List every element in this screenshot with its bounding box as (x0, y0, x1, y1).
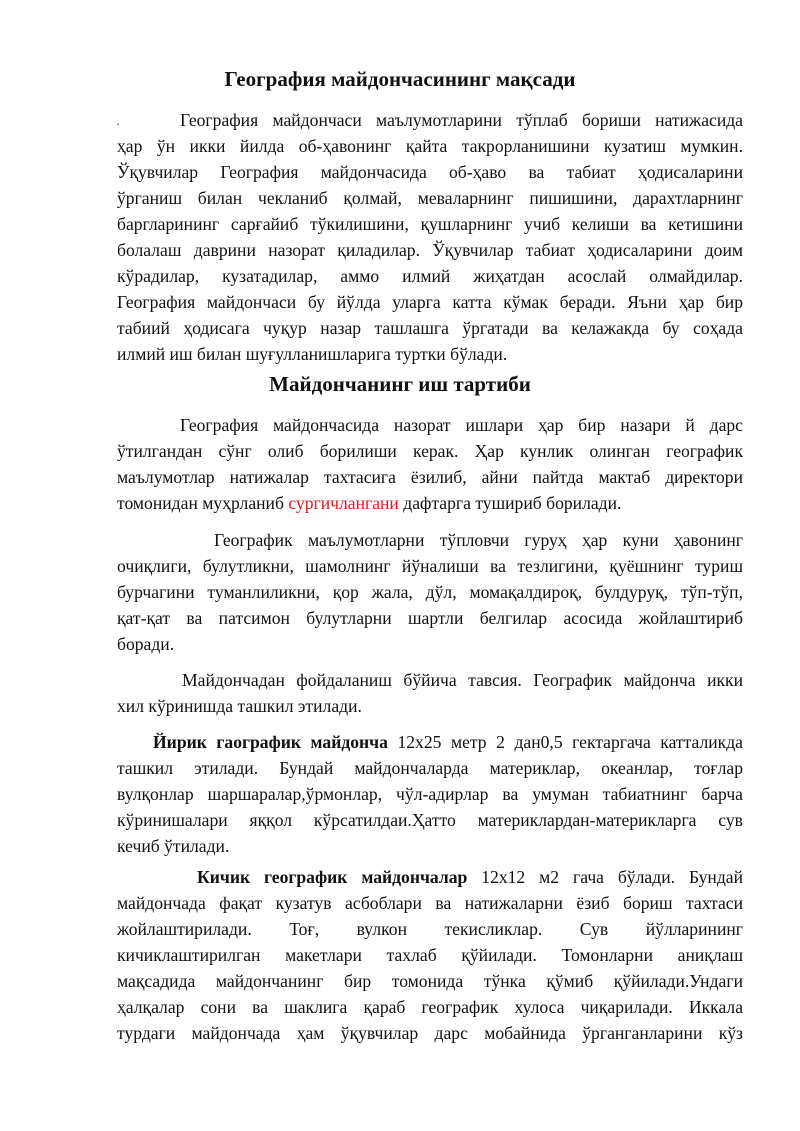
para1-line: Ўқувчилар География майдончасида об-ҳаво ва табиат ҳодисаларини (117, 162, 743, 182)
para6-line: мақсадида майдончанинг бир томонида тўнка қўмиб қўйилади.Ундаги (117, 971, 743, 991)
heading-work-order: Майдончанинг иш тартиби (269, 372, 531, 396)
para3-line: бурчагини туманлиликни, қор жала, дўл, момақалдироқ, булдуруқ, тўп-тўп, (117, 582, 743, 602)
para6-text: 12х12 м2 гача бўлади. Бундай (467, 867, 743, 887)
para1-line: ўрганиш билан чекланиб қолмай, меваларнинг пишишини, дарахтларнинг (117, 188, 743, 208)
para6-line (197, 865, 743, 889)
para4-line: Майдончадан фойдаланиш бўйича тавсия. Географик майдонча икки (182, 670, 743, 690)
para2-line: ўтилгандан сўнг олиб борилиши керак. Ҳар кунлик олинган географик (117, 441, 743, 461)
para1-line: баргларининг сарғайиб тўкилишини, қушларнинг учиб келиши ва кетишини (117, 214, 743, 234)
small-site-term: Кичик географик майдончалар (197, 867, 468, 887)
para1-line: География майдончаси бу йўлда уларга катта кўмак беради. Яъни ҳар бир (117, 292, 743, 312)
para1-line: болалаш даврини назорат қиладилар. Ўқувчилар табиат ҳодисаларини доим (117, 240, 743, 260)
para1-line: илмий иш билан шуғулланишларига туртки бўлади. (117, 344, 508, 364)
para5-line: кечиб ўтилади. (117, 836, 230, 856)
highlighted-word: сургичлангани (288, 493, 399, 513)
para3-line: очиқлиги, булутликни, шамолнинг йўналиши ва тезлигини, қуёшнинг туриш (117, 556, 743, 576)
para2-text: томонидан муҳрланиб (117, 493, 289, 513)
para3-line: боради. (117, 634, 175, 654)
para5-line: ташкил этилади. Бундай майдончаларда материклар, океанлар, тоғлар (117, 758, 743, 778)
para1-line: кўрадилар, кузатадилар, аммо илмий жиҳатдан асослай олмайдилар. (117, 266, 743, 286)
para6-line: ҳалқалар сони ва шаклига қараб географик хулоса чиқарилади. Иккала (117, 997, 743, 1017)
para6-line: кичиклаштирилган макетлари тахлаб қўйилади. Томонларни аниқлаш (117, 945, 743, 965)
para2-line: География майдончасида назорат ишлари ҳар бир назари й дарс (180, 415, 743, 435)
para5-line (153, 730, 743, 754)
para3-line: Географик маълумотларни тўпловчи гуруҳ ҳар куни ҳавонинг (214, 530, 743, 550)
para2-line: маълумотлар натижалар тахтасига ёзилиб, айни пайтда мактаб директори (117, 467, 743, 487)
paragraph-marker: · (116, 117, 120, 131)
para5-text: 12х25 метр 2 дан0,5 гектаргача катталикда (387, 732, 743, 752)
para1-line: География майдончаси маълумотларини тўплаб бориши натижасида (180, 110, 743, 130)
para6-line: турдаги майдончада ҳам ўқувчилар дарс мобайнида ўрганганларини кўз (117, 1023, 743, 1043)
para1-line: ҳар ўн икки йилда об-ҳавонинг қайта такрорланишини кузатиш мумкин. (117, 136, 743, 156)
para5-line: кўринишалари яққол кўрсатилдаи.Ҳатто материклардан-материкларга сув (117, 810, 743, 830)
para6-line: майдончада фақат кузатув асбоблари ва натижаларни ёзиб бориш тахтаси (117, 893, 743, 913)
para2-line (117, 491, 743, 515)
para6-line: жойлаштирилади. Тоғ, вулкон текисликлар. Сув йўлларининг (117, 919, 743, 939)
para3-line: қат-қат ва патсимон булутларни шартли белгилар асосида жойлаштириб (117, 608, 743, 628)
para1-line: табиий ҳодисага чуқур назар ташлашга ўргатади ва келажакда бу соҳада (117, 318, 743, 338)
para2-text: дафтарга тушириб борилади. (398, 493, 622, 513)
heading-purpose: География майдончасининг мақсади (224, 67, 576, 91)
large-site-term: Йирик гаографик майдонча (153, 732, 388, 752)
para5-line: вулқонлар шаршаралар,ўрмонлар, чўл-адирлар ва умуман табиатнинг барча (117, 784, 743, 804)
para4-line: хил кўринишда ташкил этилади. (117, 696, 362, 716)
